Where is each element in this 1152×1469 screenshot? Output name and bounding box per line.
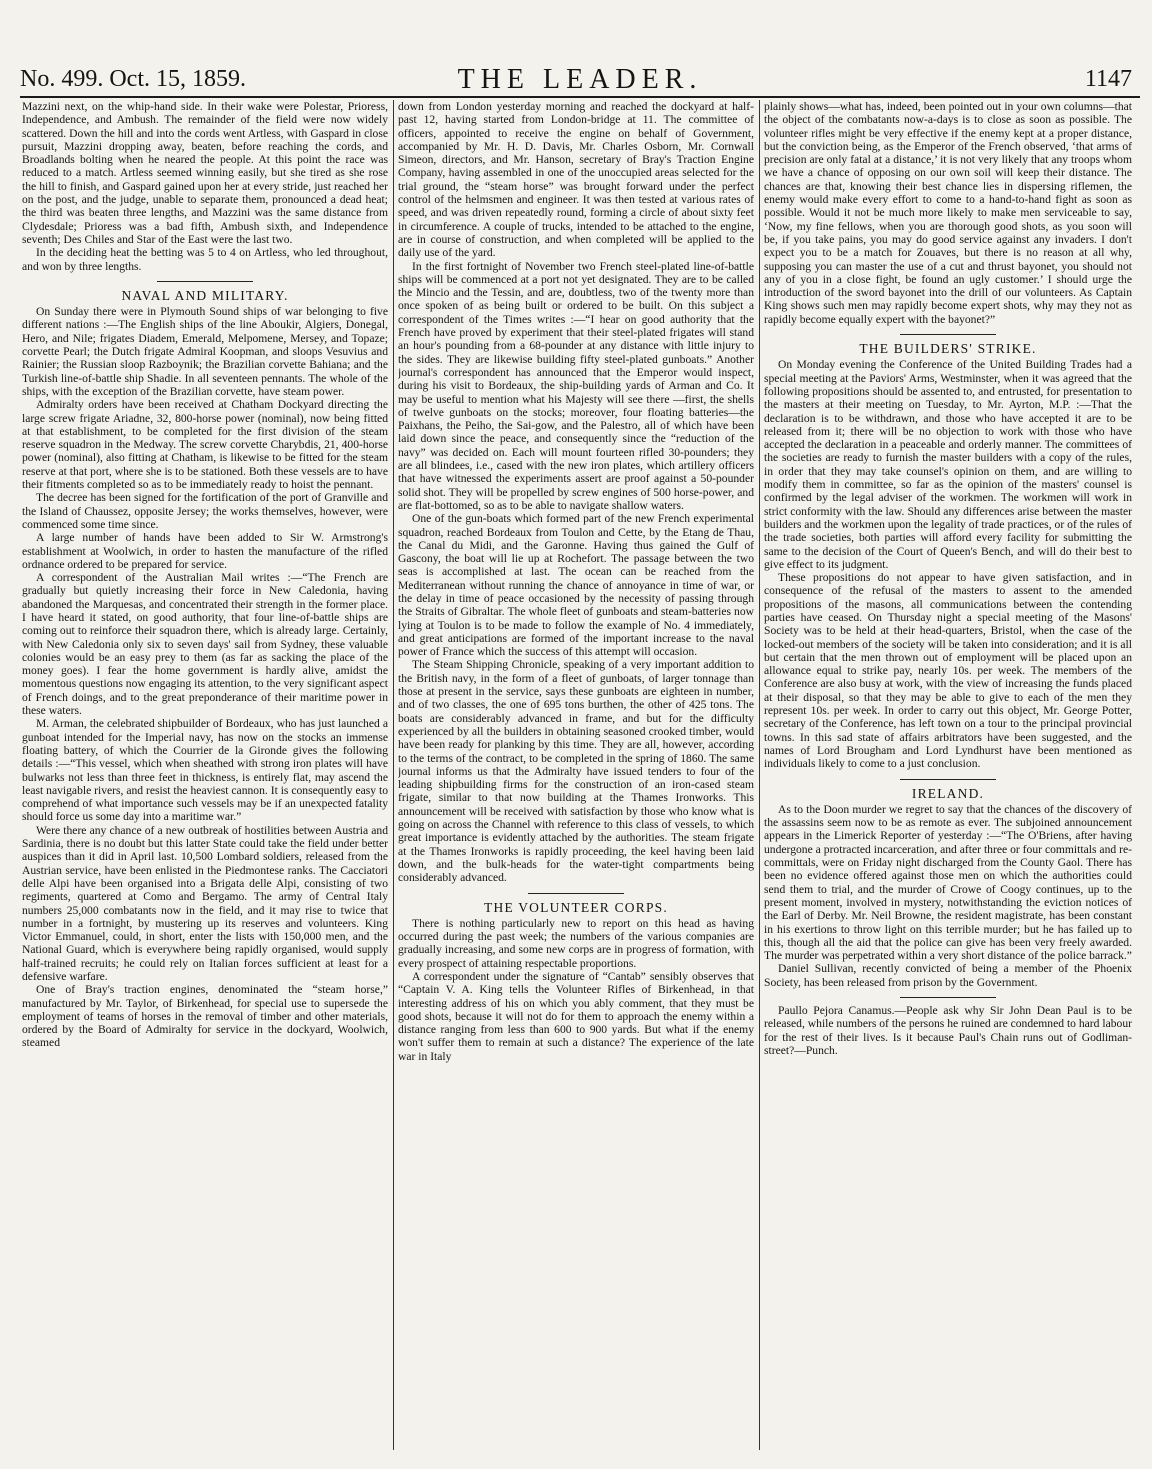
column-2 xyxy=(398,100,754,1450)
column-divider xyxy=(393,100,394,1450)
article-paragraph: Admiralty orders have been received at Chatham Dockyard directing the large screw frigate Ariadne, 32, 800-horse power (nominal), now being fitted at that establishment, to be completed for the first division of the steam reserve squadron in the Medway. The screw corvette Charybdis, 21, 400-horse power (nominal), also fitting at Chatham, is likewise to be fitted for the steam reserve at that port, where she is to be stationed. Both these vessels are to have their fitments completed so as to be immediately ready to hoist the pennant. xyxy=(22,398,388,492)
column-3 xyxy=(764,100,1132,1450)
volunteer-corps-heading: THE VOLUNTEER CORPS. xyxy=(484,899,668,915)
punch-item: Paullo Pejora Canamus.—People ask why Sir John Dean Paul is to be released, while numbers of the persons he ruined are condemned to hard labour for the rest of their lives. Is it because Paul's Chain runs out of Godliman-street?—Punch. xyxy=(764,1004,1132,1057)
section-rule xyxy=(528,893,624,894)
column-1 xyxy=(22,100,388,1450)
article-paragraph: Daniel Sullivan, recently convicted of being a member of the Phoenix Society, has been released from prison by the Government. xyxy=(764,962,1132,989)
publication-title: THE LEADER. xyxy=(457,64,703,95)
article-paragraph: These propositions do not appear to have given satisfaction, and in consequence of the refusal of the masters to assent to the amended propositions of the masons, all communications between the contending parties have ceased. On Thursday night a special meeting of the Masons' Society was to be held at their head-quarters, Bristol, when the case of the locked-out members of the society will be taken into consideration; and it is all but certain that the men thrown out of employment will be placed upon an allowance equal to strike pay, nearly 10s. per week. The members of the Conference are also busy at work, with the view of increasing the funds placed at their disposal, so that they may be able to give to each of the men they represent 10s. per week. In order to carry out this object, Mr. George Potter, secretary of the Conference, has left town on a tour to the principal provincial towns. In this sad state of affairs arbitrators have been suggested, and the names of Lord Brougham and Lord Lyndhurst have been mentioned as individuals likely to come to a just conclusion. xyxy=(764,571,1132,771)
builders-strike-heading: THE BUILDERS' STRIKE. xyxy=(859,341,1037,357)
masthead xyxy=(20,58,1140,98)
article-paragraph: M. Arman, the celebrated shipbuilder of Bordeaux, who has just launched a gunboat intended for the Imperial navy, has now on the stocks an immense floating battery, of which the Courrier de la Gironde gives the following details :—“This vessel, which when sheathed with strong iron plates will have bulwarks not less than three feet in thickness, is entirely flat, may ascend the least navigable rivers, and resist the heaviest cannon. It is consequently easy to comprehend of what importance such vessels may be if an unexpected fatality should force us some day into a maritime war.” xyxy=(22,717,388,824)
section-rule xyxy=(900,779,996,780)
article-paragraph: On Monday evening the Conference of the United Building Trades had a special meeting at the Paviors' Arms, Westminster, when it was agreed that the following propositions should be assented to, and entrusted, for presentation to the masters at their meeting on Tuesday, to Mr. Ayrton, M.P. :—That the declaration is to be withdrawn, and those who have accepted it are to be released from it; there will be no objection to work with those who have accepted the declaration in a peaceable and orderly manner. The committees of the societies are ready to furnish the master builders with a copy of the rules, in order that they may take counsel's opinion on them, and are willing to modify them in committee, so far as the opinion of the masters' counsel is confirmed by the legal adviser of the workmen. The workmen will work in strict conformity with the law. Should any differences arise between the master builders and the workmen upon the legality of trade practices, or of the rules of the trade societies, both parties will afford every facility for submitting the same to the decision of the Court of Queen's Bench, and will do their best to give effect to its judgment. xyxy=(764,358,1132,571)
section-rule xyxy=(157,281,253,282)
issue-date: No. 499. Oct. 15, 1859. xyxy=(20,66,246,92)
article-paragraph: There is nothing particularly new to report on this head as having occurred during the past week; the numbers of the various companies are gradually increasing, and some new corps are in progress of formation, with every prospect of attaining respectable proportions. xyxy=(398,916,754,970)
column-divider xyxy=(759,100,760,1450)
article-paragraph: plainly shows—what has, indeed, been pointed out in your own columns—that the object of the combatants now-a-days is to close as soon as possible. The volunteer rifles might be very effective if the enemy kept at a proper distance, but the conviction being, as the Emperor of the French observed, ‘that arms of precision are only fatal at a distance,’ it is not very likely that any troops whom we have a chance of opposing on our own soil will keep their distance. The chances are that, knowing their best chance lies in dispersing riflemen, the enemy would make every effort to come to a hand-to-hand fight as soon as possible. Would it not be much more likely to make men serviceable to say, ‘Now, my fine fellows, when you are thorough good shots, as you soon will be, if you take pains, you may do good service against any invaders. I don't expect you to be a match for Zouaves, but there is no reason at all why, supposing you can master the use of a cut and thrust bayonet, you should not any of you in a close fight, be found an ugly customer.’ I should urge the introduction of the sword bayonet into the drill of our volunteers. As Captain King shows such men may rapidly become expert shots, why may they not as rapidly become equally expert with the bayonet?” xyxy=(764,100,1132,326)
racing-paragraph: In the deciding heat the betting was 5 to 4 on Artless, who led throughout, and won by three lengths. xyxy=(22,246,388,273)
article-paragraph: A correspondent of the Australian Mail writes :—“The French are gradually but quietly increasing their force in New Caledonia, having abandoned the Marquesas, and concentrated their strength in the former place. I have heard it stated, on good authority, that four line-of-battle ships are coming out to reinforce their squadron there, which is already large. Certainly, with New Caledonia only six to seven days' sail from Sydney, these valuable colonies would be an easy prey to them (as far as sacking the place of the money goes). I fear the home government is hardly alive, amidst the momentous questions now engaging its attention, to the very significant aspect of French doings, and to the great preponderance of their maritime power in these waters. xyxy=(22,571,388,718)
article-paragraph: One of the gun-boats which formed part of the new French experimental squadron, reached Bordeaux from Toulon and Cette, by the Etang de Thau, the Canal du Midi, and the Garonne. Having thus gained the Gulf of Gascony, the boat will lie up at Rochefort. The passage between the two seas is accomplished at last. The ocean can be reached from the Mediterranean without running the chance of annoyance in time of war, or the delay in time of peace occasioned by the necessity of passing through the Straits of Gibraltar. The whole fleet of gunboats and steam-batteries now lying at Toulon is to be made to follow the example of No. 4 immediately, and great anticipations are formed of the important increase to the naval power of France which the success of this attempt will occasion. xyxy=(398,512,754,659)
article-paragraph: A large number of hands have been added to Sir W. Armstrong's establishment at Woolwich, in order to hasten the manufacture of the rifled ordnance ordered to be prepared for service. xyxy=(22,531,388,571)
ireland-heading: IRELAND. xyxy=(911,785,985,801)
racing-paragraph: Mazzini next, on the whip-hand side. In their wake were Polestar, Prioress, Independence, and Ambush. The remainder of the field were now widely scattered. Down the hill and into the cords went Artless, with Gaspard in close pursuit, Mazzini dropping away, beaten, before reaching the cords, and Broadlands bolting when he neared the people. At this point the race was reduced to a match. Artless seemed winning easily, but she tired as she rose the hill to finish, and Gaspard gained upon her at every stride, just reached her on the post, and the judge, unable to separate them, pronounced a dead heat; the third was beaten three lengths, and Mazzini was the same distance from Clydesdale; Prioress was a bad fifth, Ambush sixth, and Independence seventh; Des Chiles and Star of the East were the last two. xyxy=(22,100,388,246)
article-paragraph: On Sunday there were in Plymouth Sound ships of war belonging to five different nations :—The English ships of the line Aboukir, Algiers, Donegal, Hero, and Nile; frigates Diadem, Emerald, Melpomene, Mersey, and Topaze; corvette Pearl; the Dutch frigate Admiral Koopman, and sloops Vesuvius and Rainier; the Russian sloop Razboynik; the Brazilian corvette Bahiana; and the Turkish line-of-battle ship Shadie. In all seventeen pennants. The whole of the ships, with the exception of the Brazilian corvette, have steam power. xyxy=(22,305,388,398)
section-rule xyxy=(900,997,996,998)
article-paragraph: In the first fortnight of November two French steel-plated line-of-battle ships will be commenced at a port not yet designated. They are to be called the Mincio and the Tessin, and are, doubtless, two of the twenty more than once spoken of as being built or ordered to be built. On this subject a correspondent of the Times writes :—“I hear on good authority that the French have proved by experiment that their steel-plated frigates will stand an hour's pounding from a 68-pounder at any distance with little injury to the sides. They are likewise building fifty steel-plated gunboats.” Another journal's correspondent has announced that the Emperor would inspect, during his visit to Bordeaux, the ship-building yards of Arman and Co. It may be useful to mention what his Majesty will see there —first, the shells of twelve gunboats on the stocks; moreover, four floating batteries—the Paixhans, the Peiho, the Sai-gow, and the Palestro, all of which have been laid down since the peace, and consequently since the “reduction of the navy” was decided on. Each will mount fourteen rifled 30-pounders; they are all blindees, i.e., cased with the new iron plates, which artillery officers that have witnessed the experiments assert are proof against a 50-pounder solid shot. They will be propelled by screw engines of 500 horse-power, and are flat-bottomed, so as to be able to navigate shallow waters. xyxy=(398,259,754,512)
article-paragraph: One of Bray's traction engines, denominated the “steam horse,” manufactured by Mr. Taylor, of Birkenhead, for special use to supersede the employment of teams of horses in the removal of timber and other materials, ordered by the Board of Admiralty for service in the dockyard, Woolwich, steamed xyxy=(22,983,388,1050)
article-paragraph: The Steam Shipping Chronicle, speaking of a very important addition to the British navy, in the form of a fleet of gunboats, of larger tonnage than those at present in the service, says these gunboats are eighteen in number, and of two classes, the one of 695 tons burthen, the other of 425 tons. The boats are considerably advanced in frame, and but for the difficulty experienced by all the builders in obtaining seasoned crooked timber, would have been ready for planking by this time. They are all, however, according to the terms of the contract, to be completed in the spring of 1860. The same journal informs us that the Admiralty have issued tenders to four of the leading shipbuilding firms for the construction of an iron-cased steam frigate, similar to that now building at the Thames Ironworks. This announcement will be received with satisfaction by those who know what is going on across the Channel with reference to this class of vessels, to which great importance is evidently attached by the authorities. The steam frigate at the Thames Ironworks is rapidly proceeding, the keel having been laid down, and the bulk-heads for the water-tight compartments being considerably advanced. xyxy=(398,658,754,885)
page-number: 1147 xyxy=(1084,66,1132,92)
naval-military-heading: NAVAL AND MILITARY. xyxy=(121,287,289,303)
article-paragraph: A correspondent under the signature of “Cantab” sensibly observes that “Captain V. A. King tells the Volunteer Rifles of Birkenhead, in that interesting address of his on which you ably comment, that they must be good shots, because it will not do for them to approach the enemy within a distance ranging from less than 600 to 900 yards. But what if the enemy won't suffer them to remain at such a distance? The experience of the late war in Italy xyxy=(398,970,754,1063)
article-paragraph: As to the Doon murder we regret to say that the chances of the discovery of the assassins seem now to be as remote as ever. The subjoined announcement appears in the Limerick Reporter of yesterday :—“The O'Briens, after having undergone a protracted incarceration, and after three or four committals and re-committals, were on Friday night discharged from the County Gaol. There has been no evidence offered against those men on which the authorities could send them to trial, and the murder of Crowe of Coogy continues, up to the present moment, involved in mystery, notwithstanding the eviction notices of the Earl of Derby. Mr. Neil Browne, the resident magistrate, has been constant in his exertions to throw light on this terrible murder; but he has failed up to this, though all the aid that the police can give has been very freely awarded. The murder was perpetrated within a very short distance of the police barrack.” xyxy=(764,802,1132,963)
article-paragraph: The decree has been signed for the fortification of the port of Granville and the Island of Chaussez, opposite Jersey; the works themselves, however, were commenced some time since. xyxy=(22,491,388,531)
article-paragraph: down from London yesterday morning and reached the dockyard at half-past 12, having started from London-bridge at 11. The committee of officers, appointed to receive the engine on behalf of Government, accompanied by Mr. H. D. Davis, Mr. Charles Osborn, Mr. Cornwall Simeon, directors, and Mr. Hanson, secretary of Bray's Traction Engine Company, having assembled in one of the unoccupied areas selected for the trial ground, the “steam horse” was brought forward under the perfect control of the helmsmen and engineer. It was then tested at various rates of speed, and was driven repeatedly round, forming a circle of about sixty feet in circumference. A couple of trucks, intended to be attached to the engine, are in course of construction, and when completed will be applied to the daily use of the yard. xyxy=(398,100,754,260)
section-rule xyxy=(900,334,996,335)
article-paragraph: Were there any chance of a new outbreak of hostilities between Austria and Sardinia, there is no doubt but this latter State could take the field under better auspices than it did in April last. 10,500 Lombard soldiers, released from the Austrian service, have been enlisted in the Piedmontese ranks. The Cacciatori delle Alpi have been organised into a Brigata delle Alpi, consisting of two regiments, quartered at Como and Bergamo. The army of Central Italy numbers 25,000 combatants now in the field, and it may rise to twice that number in a fortnight, by mustering up its reserves and volunteers. King Victor Emmanuel, could, in short, enter the lists with 150,000 men, and the National Guard, which is everywhere being rapidly organised, would supply half-trained recruits; he could rely on Italian forces sufficient at least for a defensive warfare. xyxy=(22,823,388,983)
